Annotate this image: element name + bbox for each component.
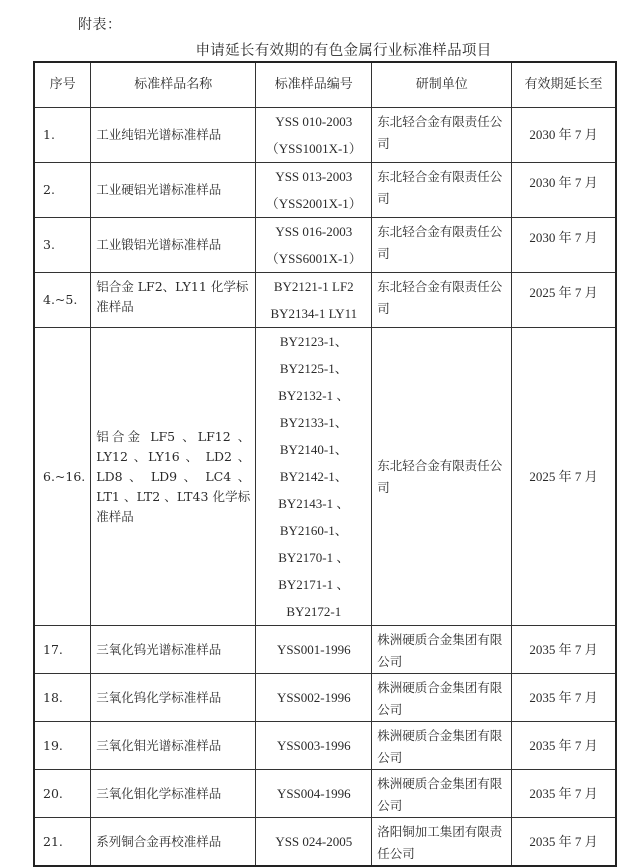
code-line: BY2171-1 、 xyxy=(278,577,350,592)
code-line: BY2140-1、 xyxy=(279,442,348,457)
header-row xyxy=(34,62,616,108)
row-unit: 东北轻合金有限责任公司 xyxy=(372,328,512,626)
code-line: YSS003-1996 xyxy=(276,738,351,753)
row-name: 三氧化钼化学标准样品 xyxy=(91,770,256,818)
row-unit: 洛阳铜加工集团有限责任公司 xyxy=(372,818,512,867)
row-unit: 东北轻合金有限责任公司 xyxy=(372,163,512,218)
row-codes xyxy=(256,163,372,218)
row-date: 2035 年 7 月 xyxy=(512,818,616,867)
table-row xyxy=(34,770,616,818)
table-title: 申请延长有效期的有色金属行业标准样品项目 xyxy=(195,43,492,59)
row-date: 2030 年 7 月 xyxy=(512,163,616,218)
table-row xyxy=(34,626,616,674)
code-line: YSS 024-2005 xyxy=(275,834,353,849)
row-codes xyxy=(256,818,372,867)
row-name: 工业纯铝光谱标准样品 xyxy=(91,108,256,163)
code-line: YSS002-1996 xyxy=(276,690,351,705)
row-date: 2035 年 7 月 xyxy=(512,770,616,818)
row-codes xyxy=(256,722,372,770)
row-unit: 株洲硬质合金集团有限公司 xyxy=(372,770,512,818)
code-line: （YSS6001X-1） xyxy=(265,251,362,266)
row-date: 2030 年 7 月 xyxy=(512,108,616,163)
header-unit: 研制单位 xyxy=(372,62,512,108)
row-unit: 株洲硬质合金集团有限公司 xyxy=(372,674,512,722)
row-seq: 3. xyxy=(34,218,91,273)
header-date: 有效期延长至 xyxy=(512,62,616,108)
row-seq: 21. xyxy=(34,818,91,867)
row-seq: 2. xyxy=(34,163,91,218)
row-name: 三氧化钨化学标准样品 xyxy=(91,674,256,722)
row-name: 铝合金 LF5 、LF12 、LY12 、LY16 、 LD2 、LD8 、 LD9 、 LC4 、LT1 、LT2 、LT43 化学标准样品 xyxy=(91,328,256,626)
code-line: YSS004-1996 xyxy=(276,786,351,801)
row-codes xyxy=(256,626,372,674)
code-line: BY2142-1、 xyxy=(279,469,348,484)
header-seq: 序号 xyxy=(34,62,91,108)
code-line: BY2134-1 LY11 xyxy=(270,306,358,321)
standard-samples-table xyxy=(33,61,617,867)
row-codes xyxy=(256,273,372,328)
row-seq: 18. xyxy=(34,674,91,722)
header-code: 标准样品编号 xyxy=(256,62,372,108)
row-codes xyxy=(256,770,372,818)
row-name: 三氧化钨光谱标准样品 xyxy=(91,626,256,674)
table-row xyxy=(34,328,616,626)
row-unit: 东北轻合金有限责任公司 xyxy=(372,108,512,163)
row-date: 2030 年 7 月 xyxy=(512,218,616,273)
table-row xyxy=(34,108,616,163)
code-line: BY2133-1、 xyxy=(279,415,348,430)
row-seq: 17. xyxy=(34,626,91,674)
row-codes xyxy=(256,674,372,722)
header-name: 标准样品名称 xyxy=(91,62,256,108)
code-line: BY2123-1、 xyxy=(279,334,348,349)
table-row xyxy=(34,218,616,273)
row-date: 2035 年 7 月 xyxy=(512,674,616,722)
row-date: 2035 年 7 月 xyxy=(512,626,616,674)
row-unit: 株洲硬质合金集团有限公司 xyxy=(372,626,512,674)
row-seq: 6.~16. xyxy=(34,328,91,626)
code-line: BY2132-1 、 xyxy=(278,388,350,403)
code-line: BY2125-1、 xyxy=(279,361,348,376)
code-line: YSS001-1996 xyxy=(276,642,351,657)
row-date: 2025 年 7 月 xyxy=(512,273,616,328)
attachment-label: 附表： xyxy=(78,17,122,33)
code-line: BY2121-1 LF2 xyxy=(273,279,354,294)
code-line: BY2172-1 xyxy=(286,604,342,619)
row-codes xyxy=(256,218,372,273)
code-line: （YSS2001X-1） xyxy=(265,196,362,211)
table-row xyxy=(34,818,616,867)
code-line: YSS 013-2003 xyxy=(275,169,353,184)
row-name: 三氧化钼光谱标准样品 xyxy=(91,722,256,770)
row-unit: 东北轻合金有限责任公司 xyxy=(372,218,512,273)
row-seq: 20. xyxy=(34,770,91,818)
code-line: BY2160-1、 xyxy=(279,523,348,538)
row-seq: 19. xyxy=(34,722,91,770)
row-date: 2025 年 7 月 xyxy=(512,328,616,626)
row-unit: 株洲硬质合金集团有限公司 xyxy=(372,722,512,770)
table-row xyxy=(34,273,616,328)
table-row xyxy=(34,674,616,722)
code-line: BY2143-1 、 xyxy=(278,496,350,511)
row-seq: 4.~5. xyxy=(34,273,91,328)
code-line: BY2170-1 、 xyxy=(278,550,350,565)
row-name: 工业锻铝光谱标准样品 xyxy=(91,218,256,273)
table-row xyxy=(34,722,616,770)
row-date: 2035 年 7 月 xyxy=(512,722,616,770)
row-name: 铝合金 LF2、LY11 化学标准样品 xyxy=(91,273,256,328)
row-name: 系列铜合金再校准样品 xyxy=(91,818,256,867)
code-line: YSS 016-2003 xyxy=(275,224,353,239)
table-row xyxy=(34,163,616,218)
row-codes xyxy=(256,108,372,163)
row-codes xyxy=(256,328,372,626)
code-line: YSS 010-2003 xyxy=(275,114,353,129)
row-seq: 1. xyxy=(34,108,91,163)
row-unit: 东北轻合金有限责任公司 xyxy=(372,273,512,328)
code-line: （YSS1001X-1） xyxy=(265,141,362,156)
row-name: 工业硬铝光谱标准样品 xyxy=(91,163,256,218)
